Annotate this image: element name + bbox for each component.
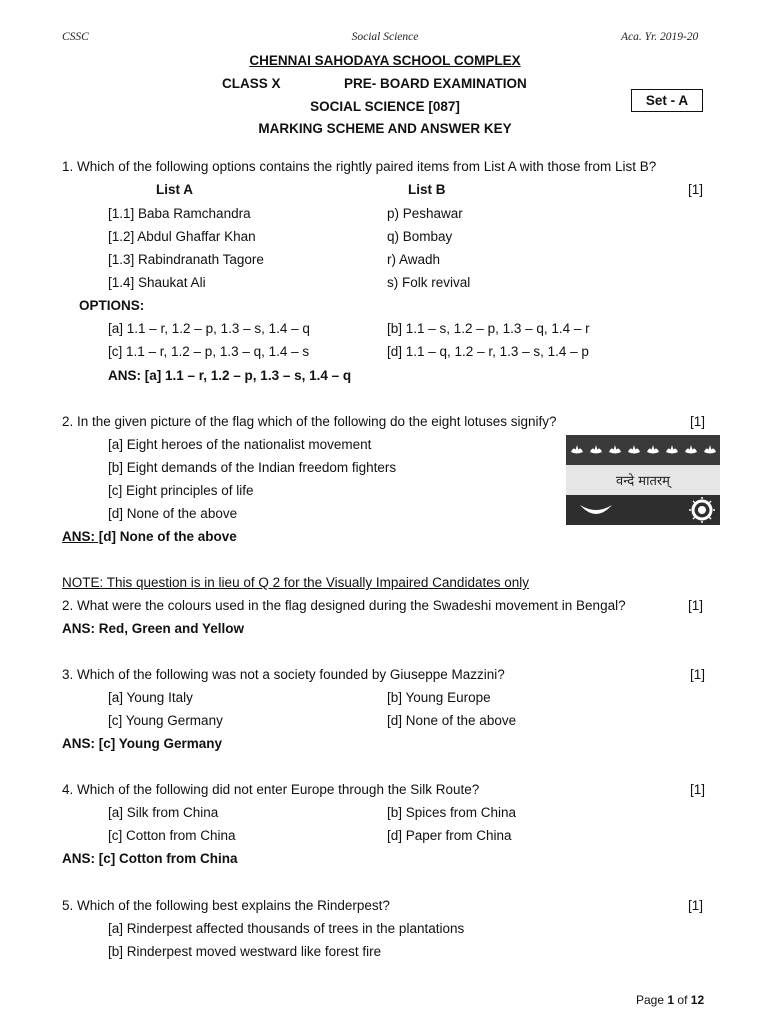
q1-option-c: [c] 1.1 – r, 1.2 – p, 1.3 – q, 1.4 – s [108, 344, 310, 359]
q5-option-a: [a] Rinderpest affected thousands of trees in the plantations [108, 921, 465, 936]
subject-title: SOCIAL SCIENCE [087] [310, 99, 460, 114]
q5-question: 5. Which of the following best explains the Rinderpest? [62, 898, 390, 913]
of-word: of [677, 993, 688, 1007]
q2-answer-label: ANS: [ [62, 529, 104, 544]
header-right: Aca. Yr. 2019-20 [621, 31, 699, 43]
q4-option-d: [d] Paper from China [387, 828, 512, 843]
exam-title: PRE- BOARD EXAMINATION [344, 76, 527, 91]
q2-question: 2. In the given picture of the flag which of the following do the eight lotuses signify? [62, 414, 557, 429]
flag-top-band [566, 435, 720, 465]
vi-note: NOTE: This question is in lieu of Q 2 for the Visually Impaired Candidates only [62, 575, 529, 590]
page-indicator [636, 993, 704, 1007]
q3-option-d: [d] None of the above [387, 713, 517, 728]
q3-answer: ANS: [c] Young Germany [62, 736, 223, 751]
q2-option-a: [a] Eight heroes of the nationalist movement [108, 437, 372, 452]
q4-answer: ANS: [c] Cotton from China [62, 851, 238, 866]
flag-svg [566, 435, 720, 525]
q3-option-b: [b] Young Europe [387, 690, 491, 705]
list-a-item: [1.4] Shaukat Ali [108, 275, 206, 290]
q2-option-c: [c] Eight principles of life [108, 483, 254, 498]
q3-question: 3. Which of the following was not a society founded by Giuseppe Mazzini? [62, 667, 505, 682]
q1-question: 1. Which of the following options contains the rightly paired items from List A with those from List B? [62, 159, 657, 174]
q2-vi-answer: ANS: Red, Green and Yellow [62, 621, 245, 636]
vande-mataram-flag-image [566, 435, 720, 525]
flag-text: वन्दे मातरम् [616, 474, 670, 489]
q4-option-c: [c] Cotton from China [108, 828, 236, 843]
q5-marks: [1] [688, 898, 704, 913]
q3-option-c: [c] Young Germany [108, 713, 223, 728]
q4-option-b: [b] Spices from China [387, 805, 517, 820]
list-b-item: p) Peshawar [387, 206, 463, 221]
q3-marks: [1] [690, 667, 706, 682]
class-label: CLASS X [222, 76, 281, 91]
q1-answer: ANS: [a] 1.1 – r, 1.2 – p, 1.3 – s, 1.4 – q [108, 368, 352, 383]
q1-option-d: [d] 1.1 – q, 1.2 – r, 1.3 – s, 1.4 – p [387, 344, 589, 359]
q2-vi-marks: [1] [688, 598, 704, 613]
q2-option-b: [b] Eight demands of the Indian freedom fighters [108, 460, 397, 475]
set-badge: Set - A [631, 89, 703, 112]
page-number: 1 [667, 993, 675, 1007]
q5-option-b: [b] Rinderpest moved westward like forest fire [108, 944, 382, 959]
q2-vi-question: 2. What were the colours used in the flag designed during the Swadeshi movement in Bengal? [62, 598, 626, 613]
list-a-item: [1.3] Rabindranath Tagore [108, 252, 264, 267]
scheme-title: MARKING SCHEME AND ANSWER KEY [258, 121, 512, 136]
list-a-item: [1.1] Baba Ramchandra [108, 206, 251, 221]
q4-option-a: [a] Silk from China [108, 805, 219, 820]
school-title: CHENNAI SAHODAYA SCHOOL COMPLEX [249, 53, 521, 68]
header-center: Social Science [351, 31, 419, 43]
list-b-item: s) Folk revival [387, 275, 471, 290]
page-total: 12 [690, 993, 705, 1007]
q1-option-a: [a] 1.1 – r, 1.2 – p, 1.3 – s, 1.4 – q [108, 321, 310, 336]
page-word: Page [636, 993, 665, 1007]
header-left: CSSC [62, 31, 89, 43]
list-b-item: q) Bombay [387, 229, 453, 244]
list-b-header: List B [408, 182, 446, 197]
q2-option-d: [d] None of the above [108, 506, 238, 521]
q3-option-a: [a] Young Italy [108, 690, 193, 705]
q2-answer-text: d] None of the above [103, 529, 237, 544]
list-a-header: List A [156, 182, 193, 197]
q1-option-b: [b] 1.1 – s, 1.2 – p, 1.3 – q, 1.4 – r [387, 321, 590, 336]
q4-question: 4. Which of the following did not enter Europe through the Silk Route? [62, 782, 480, 797]
q2-marks: [1] [690, 414, 706, 429]
list-b-item: r) Awadh [387, 252, 441, 267]
q1-marks: [1] [688, 182, 704, 197]
q4-marks: [1] [690, 782, 706, 797]
options-label: OPTIONS: [79, 298, 145, 313]
q2-answer [62, 529, 237, 544]
list-a-item: [1.2] Abdul Ghaffar Khan [108, 229, 256, 244]
